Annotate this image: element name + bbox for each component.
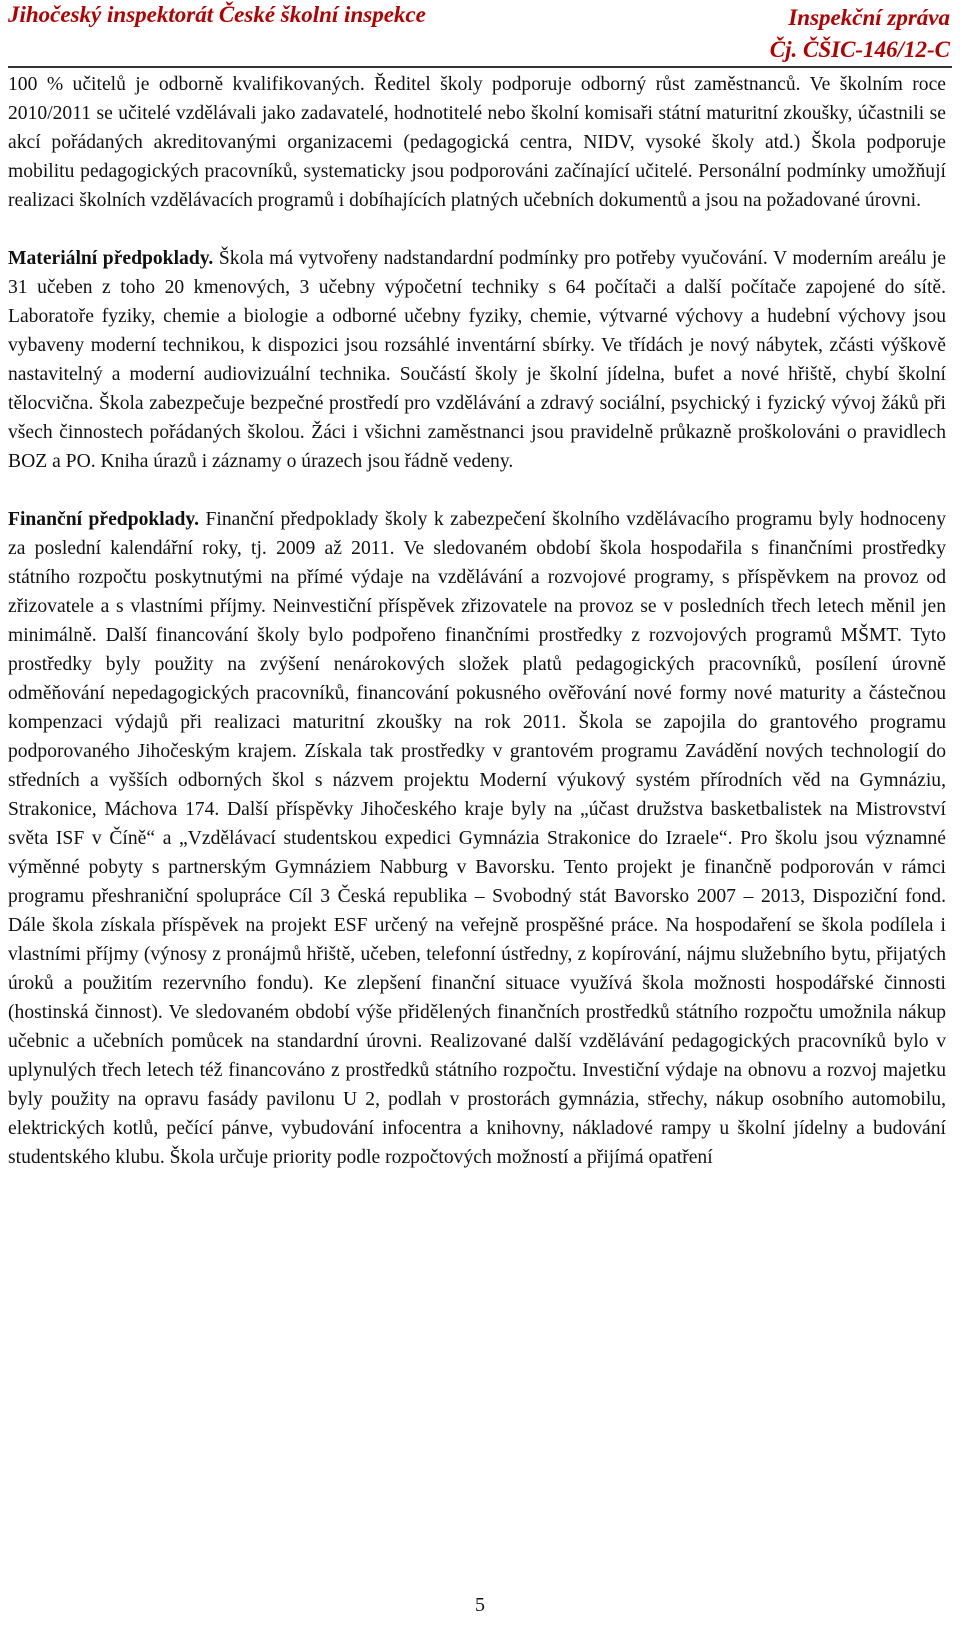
header-organization: Jihočeský inspektorát České školní inspekce <box>8 2 426 27</box>
header-divider <box>8 66 952 68</box>
paragraph-material <box>8 244 946 476</box>
header-report-title: Inspekční zpráva <box>788 5 950 30</box>
section-title-material: Materiální předpoklady. <box>8 248 214 269</box>
section-text-financial: Finanční předpoklady školy k zabezpečení školního vzdělávacího programu byly hodnoceny za poslední kalendářní roky, tj. 2009 až 2011. Ve sledovaném období škola hospodařila s finančními prostředky státního rozpočtu poskytnutými na přímé výdaje na vzdělávání a rozvojové programy, s příspěvkem na provoz od zřizovatele a s vlastními příjmy. Neinvestiční příspěvek zřizovatele na provoz se v posledních třech letech měnil jen minimálně. Další financování školy bylo podpořeno finančními prostředky z rozvojových programů MŠMT. Tyto prostředky byly použity na zvýšení nenárokových složek platů pedagogických pracovníků, posílení úrovně odměňování nepedagogických pracovníků, financování pokusného ověřování nové formy nové maturity a částečnou kompenzaci výdajů při realizaci maturitní zkoušky na rok 2011. Škola se zapojila do grantového programu podporovaného Jihočeským krajem. Získala tak prostředky v grantovém programu Zavádění nových technologií do středních a vyšších odborných škol s názvem projektu Moderní výukový systém přírodních věd na Gymnáziu, Strakonice, Máchova 174. Další příspěvky Jihočeského kraje byly na „účast družstva basketbalistek na Mistrovství světa ISF v Číně“ a „Vzdělávací studentskou expedici Gymnázia Strakonice do Izraele“. Pro školu jsou významné výměnné pobyty s partnerským Gymnáziem Nabburg v Bavorsku. Tento projekt je finančně podporován v rámci programu přeshraniční spolupráce Cíl 3 Česká republika – Svobodný stát Bavorsko 2007 – 2013, Dispoziční fond. Dále škola získala příspěvek na projekt ESF určený na veřejně prospěšné práce. Na hospodaření se škola podílela i vlastními příjmy (výnosy z pronájmů hřiště, učeben, telefonní ústředny, z kopírování, nájmu služebního bytu, přijatých úroků a použitím rezervního fondu). Ke zlepšení finanční situace využívá škola možnosti hospodářské činnosti (hostinská činnost). Ve sledovaném období výše přidělených finančních prostředků státního rozpočtu umožnila nákup učebnic a učebních pomůcek na standardní úrovni. Realizované další vzdělávání pedagogických pracovníků bylo v uplynulých třech letech též financováno z prostředků státního rozpočtu. Investiční výdaje na obnovu a rozvoj majetku byly použity na opravu fasády pavilonu U 2, podlah v prostorách gymnázia, střechy, nákup osobního automobilu, elektrických kotlů, pečící pánve, vybudování infocentra a knihovny, nákladové rampy u školní jídelny a budování studentského klubu. Škola určuje priority podle rozpočtových možností a přijímá opatření <box>8 509 946 1168</box>
header-report-info <box>770 2 950 66</box>
section-title-financial: Finanční předpoklady. <box>8 509 200 530</box>
paragraph-financial <box>8 505 946 1172</box>
page-number: 5 <box>475 1594 485 1616</box>
paragraph-personnel: 100 % učitelů je odborně kvalifikovaných. Ředitel školy podporuje odborný růst zaměstnanců. Ve školním roce 2010/2011 se učitelé vzdělávali jako zadavatelé, hodnotitelé nebo školní komisaři státní maturitní zkoušky, účastnili se akcí pořádaných akreditovanými organizacemi (pedagogická centra, NIDV, vysoké školy atd.) Škola podporuje mobilitu pedagogických pracovníků, systematicky jsou podporováni začínající učitelé. Personální podmínky umožňují realizaci školních vzdělávacích programů i dobíhajících platných učebních dokumentů a jsou na požadované úrovni. <box>8 74 946 211</box>
header-reference-number: Čj. ČŠIC-146/12-C <box>769 37 950 62</box>
section-text-material: Škola má vytvořeny nadstandardní podmínky pro potřeby vyučování. V moderním areálu je 31 učeben z toho 20 kmenových, 3 učebny výpočetní techniky s 64 počítači a další počítače zapojené do sítě. Laboratoře fyziky, chemie a biologie a odborné učebny fyziky, chemie, výtvarné výchovy a hudební výchovy jsou vybaveny moderní technikou, k dispozici jsou rozsáhlé inventární sbírky. Ve třídách je nový nábytek, zčásti výškově nastavitelný a moderní audiovizuální technika. Součástí školy je školní jídelna, bufet a nové hřiště, chybí školní tělocvična. Škola zabezpečuje bezpečné prostředí pro vzdělávání a zdravý sociální, psychický i fyzický vývoj žáků při všech činnostech pořádaných školou. Žáci i všichni zaměstnanci jsou pravidelně průkazně proškolováni o pravidlech BOZ a PO. Kniha úrazů i záznamy o úrazech jsou řádně vedeny. <box>8 248 946 472</box>
document-body <box>8 70 946 1172</box>
page-header <box>0 0 960 68</box>
